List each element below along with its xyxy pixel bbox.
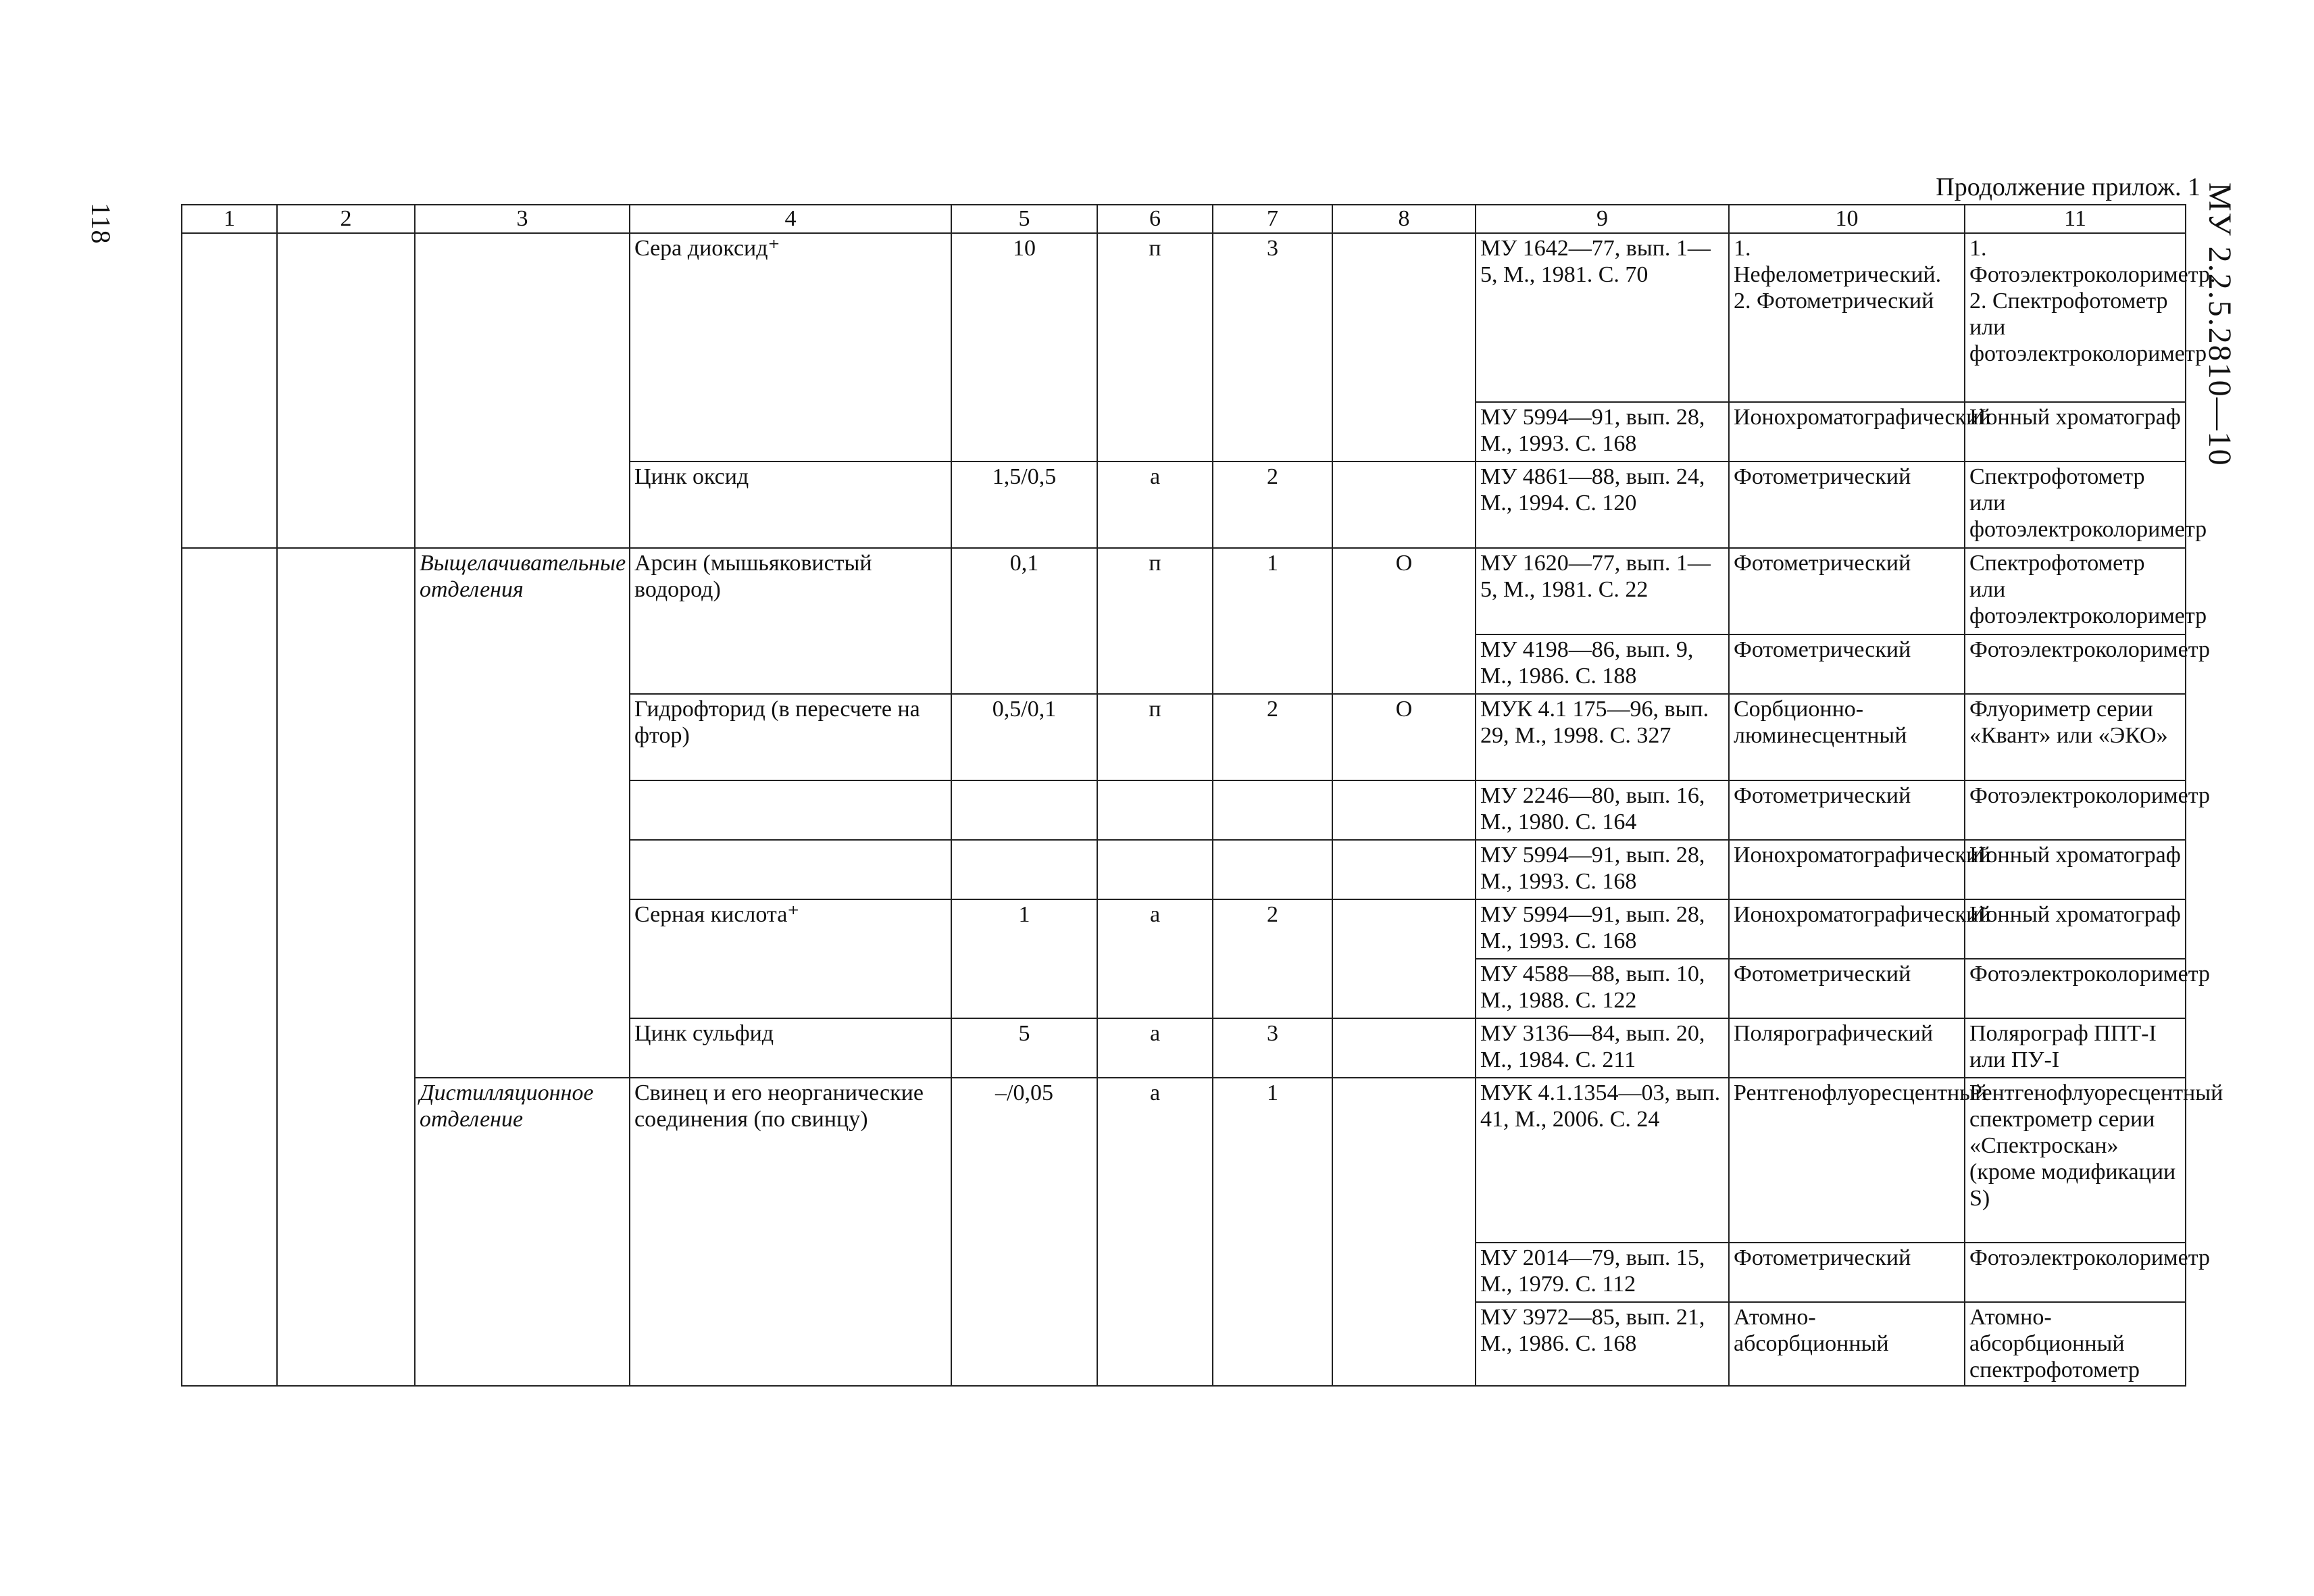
method-type-cell: Фотометрический: [1729, 1243, 1965, 1302]
state-cell: п: [1097, 548, 1213, 694]
method-type-cell: Фотометрический: [1729, 780, 1965, 840]
feature-cell: [1332, 1018, 1476, 1078]
substance-cell: Цинк оксид: [630, 462, 951, 548]
state-cell: а: [1097, 1078, 1213, 1386]
method-type-cell: Атомно-абсорбционный: [1729, 1302, 1965, 1386]
method-type-cell: Фотометрический: [1729, 634, 1965, 694]
instrument-cell: Спектрофотометр или фотоэлектроколориметр: [1965, 548, 2186, 634]
table-cell-empty: [182, 233, 277, 548]
method-reference-cell: МУ 5994—91, вып. 28, М., 1993. С. 168: [1476, 840, 1729, 899]
method-type-cell: Ионохроматографический: [1729, 402, 1965, 462]
column-header: 6: [1097, 205, 1213, 233]
column-header: 10: [1729, 205, 1965, 233]
column-header: 1: [182, 205, 277, 233]
workshop-cell: Выщелачивательные отделения: [415, 548, 630, 1078]
column-header: 5: [951, 205, 1097, 233]
hazard-class-cell: 1: [1213, 1078, 1332, 1386]
table-cell-empty: [277, 233, 415, 548]
column-header: 7: [1213, 205, 1332, 233]
table-cell-empty: [182, 548, 277, 1386]
column-header: 2: [277, 205, 415, 233]
hazard-class-cell: 2: [1213, 462, 1332, 548]
feature-cell: [1332, 1078, 1476, 1386]
mac-value-cell: 1: [951, 899, 1097, 1018]
instrument-cell: Спектрофотометр или фотоэлектроколориметр: [1965, 462, 2186, 548]
substance-cell: Гидрофторид (в пересчете на фтор): [630, 694, 951, 780]
feature-cell: О: [1332, 548, 1476, 694]
method-reference-cell: МУ 1620—77, вып. 1—5, М., 1981. С. 22: [1476, 548, 1729, 634]
mac-value-cell: 5: [951, 1018, 1097, 1078]
method-reference-cell: МУК 4.1 175—96, вып. 29, М., 1998. С. 327: [1476, 694, 1729, 780]
method-type-cell: Фотометрический: [1729, 462, 1965, 548]
table-row: [182, 548, 2186, 634]
continuation-caption: Продолжение прилож. 1: [1936, 173, 2200, 201]
method-reference-cell: МУ 3972—85, вып. 21, М., 1986. С. 168: [1476, 1302, 1729, 1386]
method-reference-cell: МУ 1642—77, вып. 1—5, М., 1981. С. 70: [1476, 233, 1729, 402]
method-reference-cell: МУК 4.1.1354—03, вып. 41, М., 2006. С. 24: [1476, 1078, 1729, 1243]
instrument-cell: 1. Фотоэлектроколориметр. 2. Спектрофотометр или фотоэлектроколориметр: [1965, 233, 2186, 402]
workshop-cell: [415, 233, 630, 548]
substance-cell: Цинк сульфид: [630, 1018, 951, 1078]
page-number: 118: [86, 203, 116, 245]
hazard-class-cell: 1: [1213, 548, 1332, 694]
substance-cell: Свинец и его неорганические соединения (по свинцу): [630, 1078, 951, 1386]
method-reference-cell: МУ 4588—88, вып. 10, М., 1988. С. 122: [1476, 959, 1729, 1018]
hazard-class-cell: 2: [1213, 694, 1332, 780]
state-cell-empty: [1097, 840, 1213, 899]
hazard-class-cell-empty: [1213, 780, 1332, 840]
state-cell: а: [1097, 462, 1213, 548]
state-cell: а: [1097, 899, 1213, 1018]
substance-cell: Серная кислота⁺: [630, 899, 951, 1018]
document-code: МУ 2.2.5.2810—10: [2202, 182, 2238, 467]
method-type-cell: Фотометрический: [1729, 548, 1965, 634]
instrument-cell: Ионный хроматограф: [1965, 402, 2186, 462]
instrument-cell: Ионный хроматограф: [1965, 840, 2186, 899]
instrument-cell: Ионный хроматограф: [1965, 899, 2186, 959]
state-cell: п: [1097, 694, 1213, 780]
mac-value-cell: 0,5/0,1: [951, 694, 1097, 780]
method-reference-cell: МУ 5994—91, вып. 28, М., 1993. С. 168: [1476, 899, 1729, 959]
column-header: 9: [1476, 205, 1729, 233]
table-row: [182, 1078, 2186, 1243]
method-type-cell: Сорбционно-люминесцентный: [1729, 694, 1965, 780]
mac-value-cell-empty: [951, 840, 1097, 899]
mac-value-cell-empty: [951, 780, 1097, 840]
method-reference-cell: МУ 2246—80, вып. 16, М., 1980. С. 164: [1476, 780, 1729, 840]
method-reference-cell: МУ 4861—88, вып. 24, М., 1994. С. 120: [1476, 462, 1729, 548]
method-type-cell: Ионохроматографический: [1729, 840, 1965, 899]
method-reference-cell: МУ 3136—84, вып. 20, М., 1984. С. 211: [1476, 1018, 1729, 1078]
substance-cell-empty: [630, 840, 951, 899]
feature-cell: [1332, 462, 1476, 548]
substance-cell: Сера диоксид⁺: [630, 233, 951, 462]
column-header: 3: [415, 205, 630, 233]
method-type-cell: 1. Нефелометрический. 2. Фотометрический: [1729, 233, 1965, 402]
mac-value-cell: 0,1: [951, 548, 1097, 694]
feature-cell-empty: [1332, 780, 1476, 840]
feature-cell-empty: [1332, 840, 1476, 899]
instrument-cell: Рентгенофлуоресцентный спектрометр серии «Спектроскан» (кроме модификации S): [1965, 1078, 2186, 1243]
hazard-class-cell: 2: [1213, 899, 1332, 1018]
method-type-cell: Рентгенофлуоресцентный: [1729, 1078, 1965, 1243]
feature-cell: [1332, 233, 1476, 462]
workshop-cell: Дистилляционное отделение: [415, 1078, 630, 1386]
column-number-row: [182, 205, 2186, 233]
instrument-cell: Флуориметр серии «Квант» или «ЭКО»: [1965, 694, 2186, 780]
method-type-cell: Фотометрический: [1729, 959, 1965, 1018]
substance-cell: Арсин (мышьяковистый водород): [630, 548, 951, 694]
state-cell: п: [1097, 233, 1213, 462]
hazard-class-cell: 3: [1213, 233, 1332, 462]
mac-value-cell: 1,5/0,5: [951, 462, 1097, 548]
method-reference-cell: МУ 4198—86, вып. 9, М., 1986. С. 188: [1476, 634, 1729, 694]
substance-cell-empty: [630, 780, 951, 840]
instrument-cell: Фотоэлектроколориметр: [1965, 634, 2186, 694]
instrument-cell: Фотоэлектроколориметр: [1965, 959, 2186, 1018]
instrument-cell: Атомно-абсорбционный спектрофотометр: [1965, 1302, 2186, 1386]
column-header: 4: [630, 205, 951, 233]
instrument-cell: Фотоэлектроколориметр: [1965, 780, 2186, 840]
column-header: 8: [1332, 205, 1476, 233]
mac-value-cell: 10: [951, 233, 1097, 462]
column-header: 11: [1965, 205, 2186, 233]
method-reference-cell: МУ 2014—79, вып. 15, М., 1979. С. 112: [1476, 1243, 1729, 1302]
table-cell-empty: [277, 548, 415, 1386]
state-cell: а: [1097, 1018, 1213, 1078]
instrument-cell: Полярограф ППТ-I или ПУ-I: [1965, 1018, 2186, 1078]
mac-value-cell: –/0,05: [951, 1078, 1097, 1386]
state-cell-empty: [1097, 780, 1213, 840]
instrument-cell: Фотоэлектроколориметр: [1965, 1243, 2186, 1302]
feature-cell: [1332, 899, 1476, 1018]
hazard-class-cell: 3: [1213, 1018, 1332, 1078]
method-reference-cell: МУ 5994—91, вып. 28, М., 1993. С. 168: [1476, 402, 1729, 462]
table-row: [182, 233, 2186, 402]
method-type-cell: Ионохроматографический: [1729, 899, 1965, 959]
hazard-class-cell-empty: [1213, 840, 1332, 899]
feature-cell: О: [1332, 694, 1476, 780]
method-type-cell: Полярографический: [1729, 1018, 1965, 1078]
